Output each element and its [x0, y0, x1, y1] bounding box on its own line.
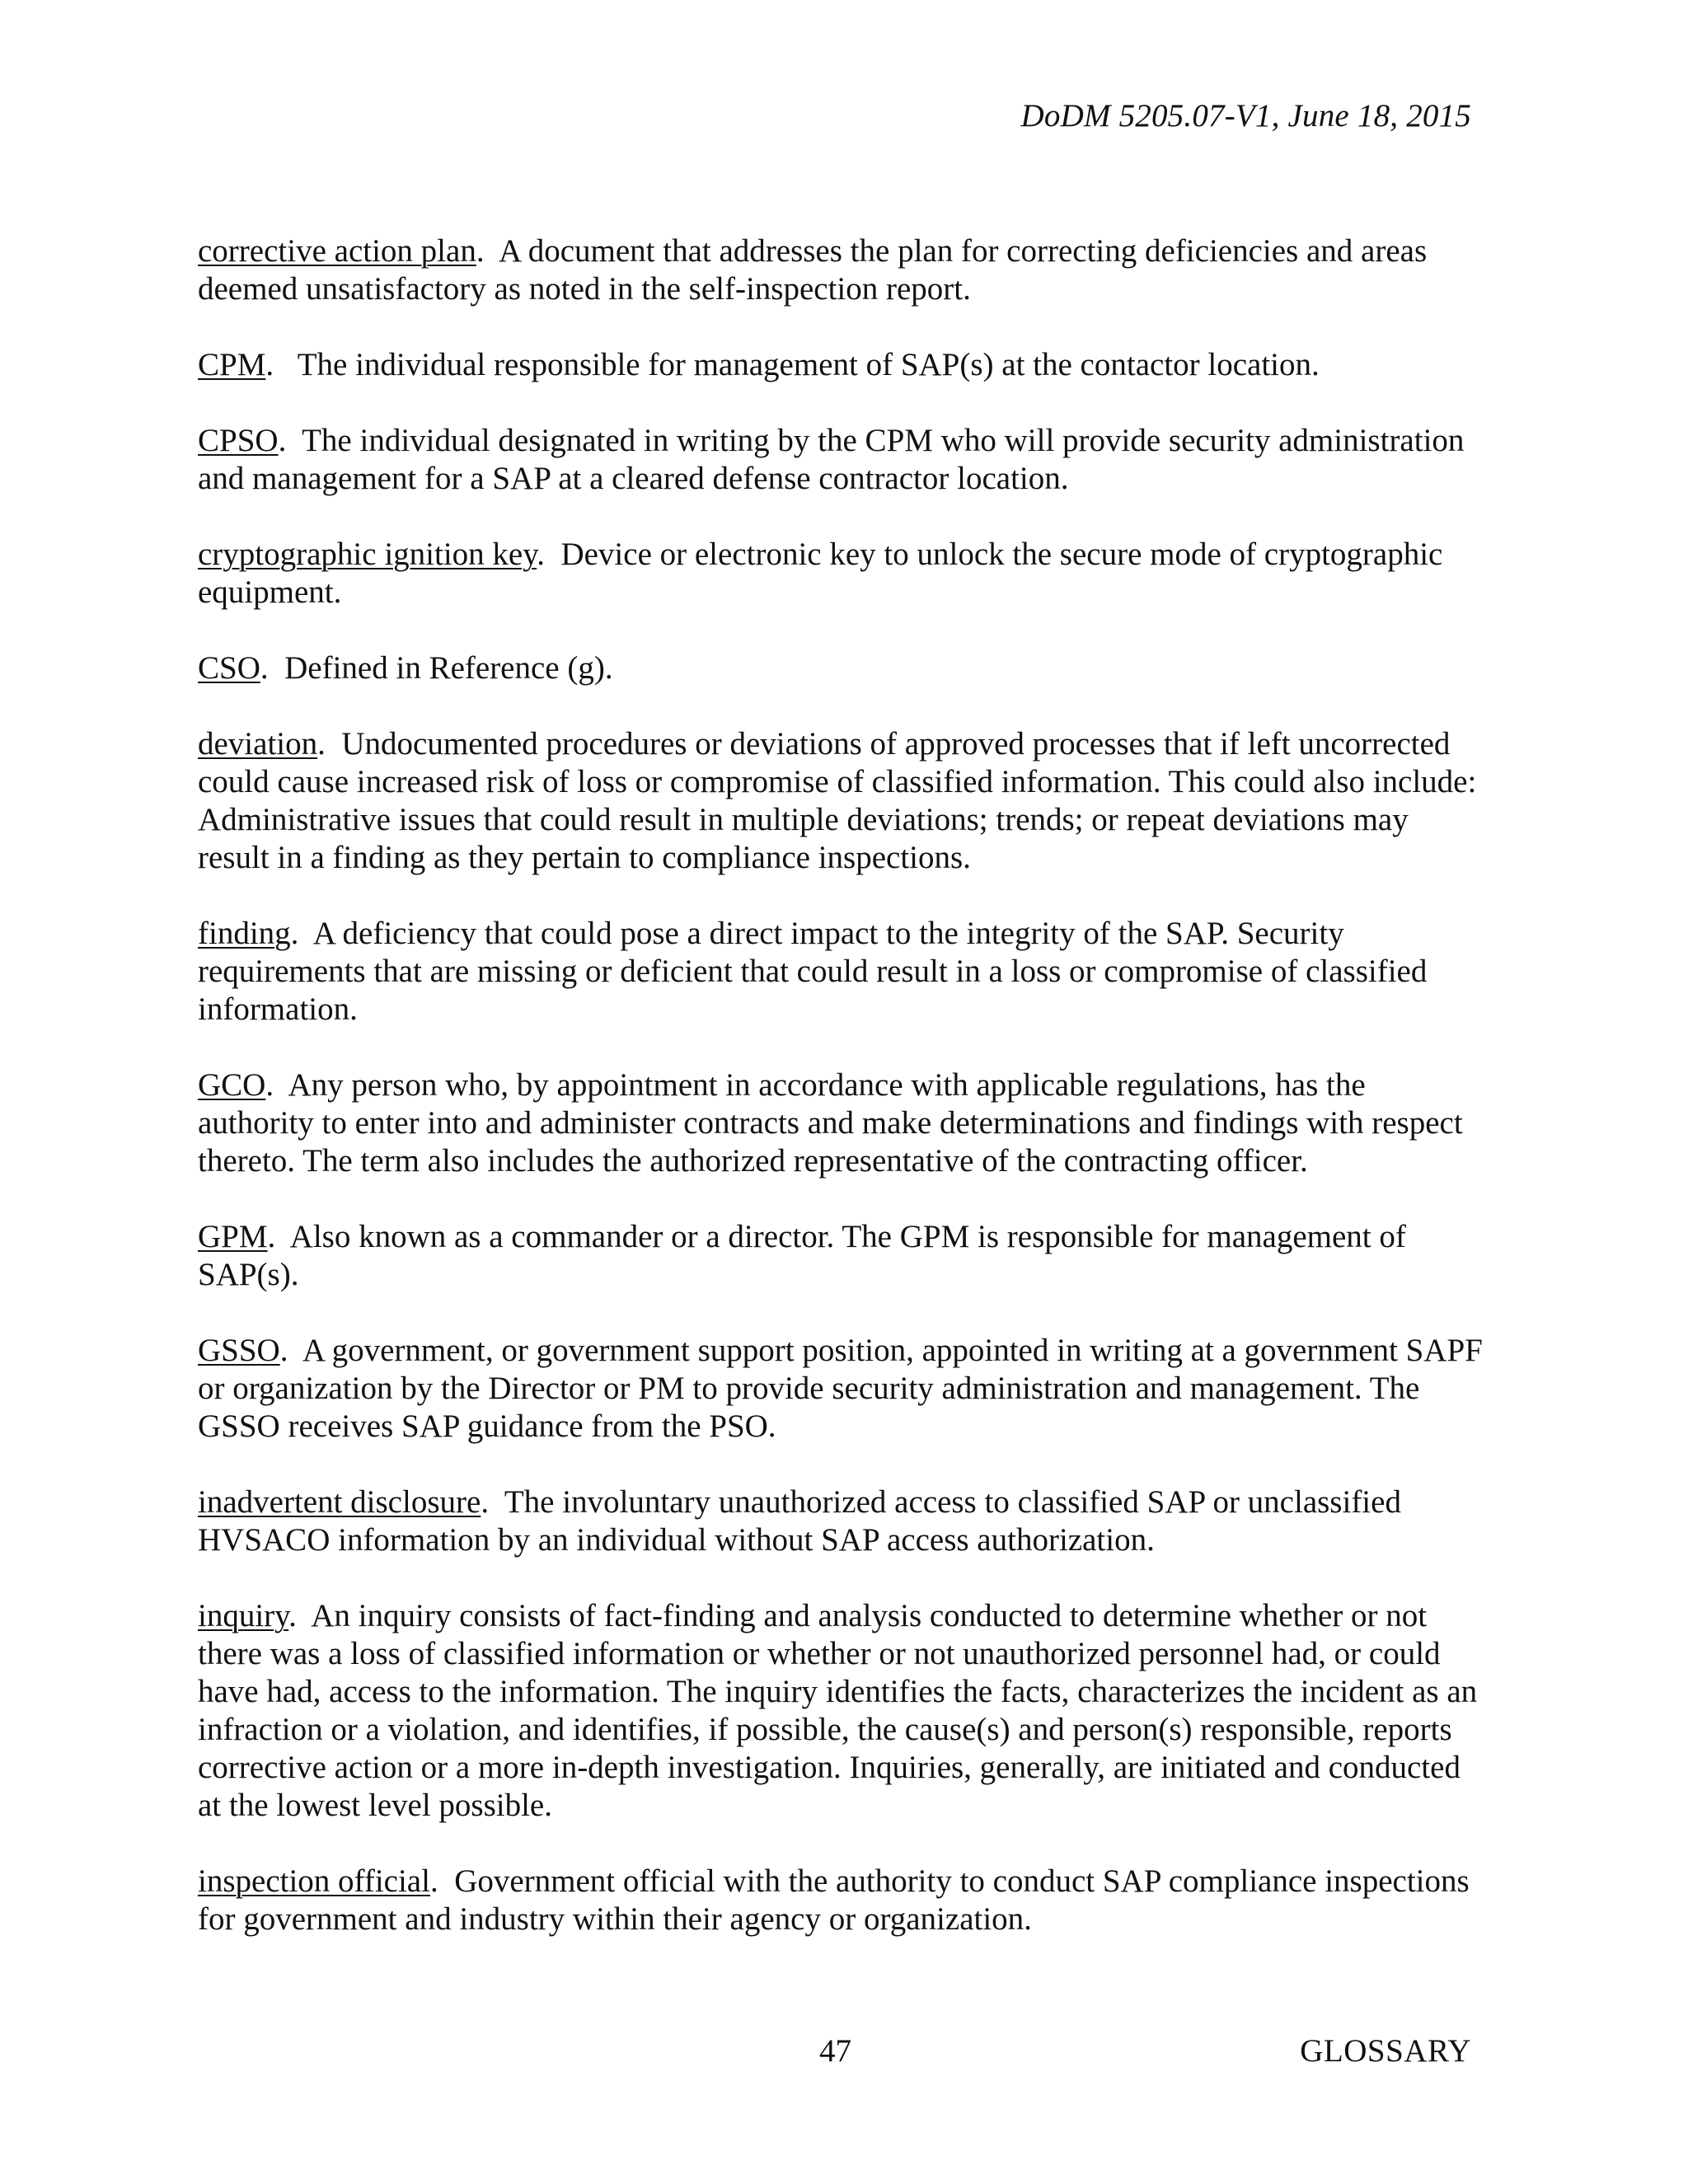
glossary-definition: Undocumented procedures or deviations of approved processes that if left uncorrected could cause increased risk of loss or compromise of classified information. This could also include: Administrative issues that could result in multiple deviations; trends; or repeat deviations may result in a finding as they pertain to compliance inspections. — [198, 726, 1477, 875]
glossary-term: CPM — [198, 347, 266, 382]
glossary-entry: inspection official. Government official with the authority to conduct SAP compliance inspections for government and industry within their agency or organization. — [198, 1863, 1470, 1937]
page-number: 47 — [819, 2033, 851, 2069]
glossary-entry: cryptographic ignition key. Device or electronic key to unlock the secure mode of cryptographic equipment. — [198, 537, 1443, 610]
glossary-definition: A government, or government support position, appointed in writing at a government SAPF or organization by the Director or PM to provide security administration and management. The GSSO receives SAP guidance from the PSO. — [198, 1333, 1483, 1444]
glossary-term: corrective action plan — [198, 233, 476, 269]
glossary-entry: GSSO. A government, or government support position, appointed in writing at a government SAPF or organization by the Director or PM to provide security administration and management. The GSSO receives SAP guidance from the PSO. — [198, 1333, 1483, 1444]
glossary-entry: inquiry. An inquiry consists of fact-finding and analysis conducted to determine whether or not there was a loss of classified information or whether or not unauthorized personnel had, or could have had, access to the information. The inquiry identifies the facts, characterizes the incident as an infraction or a violation, and identifies, if possible, the cause(s) and person(s) responsible, reports corrective action or a more in-depth investigation. Inquiries, generally, are initiated and conducted at the lowest level possible. — [198, 1598, 1478, 1823]
glossary-term: inspection official — [198, 1863, 430, 1899]
glossary-entry: deviation. Undocumented procedures or deviations of approved processes that if left uncorrected could cause increased risk of loss or compromise of classified information. This could also include: Administrative issues that could result in multiple deviations; trends; or repeat deviations may result in a finding as they pertain to compliance inspections. — [198, 726, 1477, 875]
glossary-term: inquiry — [198, 1598, 289, 1633]
glossary-entry: corrective action plan. A document that addresses the plan for correcting deficiencies and areas deemed unsatisfactory as noted in the self-inspection report. — [198, 233, 1428, 307]
glossary-definition: Device or electronic key to unlock the secure mode of cryptographic equipment. — [198, 537, 1443, 610]
glossary-definition: A deficiency that could pose a direct impact to the integrity of the SAP. Security requirements that are missing or deficient that could result in a loss or compromise of classified information. — [198, 916, 1428, 1027]
glossary-term: finding — [198, 916, 291, 951]
glossary-term: deviation — [198, 726, 318, 762]
section-name: GLOSSARY — [1300, 2033, 1471, 2069]
glossary-entry: finding. A deficiency that could pose a direct impact to the integrity of the SAP. Security requirements that are missing or deficient that could result in a loss or compromise of classified information. — [198, 916, 1428, 1027]
glossary-definition: Government official with the authority to conduct SAP compliance inspections for government and industry within their agency or organization. — [198, 1863, 1470, 1937]
glossary-term: CSO — [198, 650, 260, 686]
glossary-entry: CPSO. The individual designated in writing by the CPM who will provide security administration and management for a SAP at a cleared defense contractor location. — [198, 423, 1465, 496]
glossary-definition: Also known as a commander or a director. The GPM is responsible for management of SAP(s). — [198, 1219, 1406, 1292]
glossary-term: inadvertent disclosure — [198, 1484, 481, 1520]
glossary-definition: The involuntary unauthorized access to classified SAP or unclassified HVSACO information by an individual without SAP access authorization. — [198, 1484, 1401, 1558]
glossary-definition: An inquiry consists of fact-finding and analysis conducted to determine whether or not there was a loss of classified information or whether or not unauthorized personnel had, or could have had, access to the information. The inquiry identifies the facts, characterizes the incident as an infraction or a violation, and identifies, if possible, the cause(s) and person(s) responsible, reports corrective action or a more in-depth investigation. Inquiries, generally, are initiated and conducted at the lowest level possible. — [198, 1598, 1478, 1823]
glossary-term: GSSO — [198, 1333, 280, 1368]
glossary-definition: The individual responsible for management of SAP(s) at the contactor location. — [297, 347, 1320, 382]
glossary-entry: CPM. The individual responsible for management of SAP(s) at the contactor location. — [198, 347, 1320, 382]
document-reference-header: DoDM 5205.07-V1, June 18, 2015 — [1020, 98, 1471, 134]
glossary-definition: A document that addresses the plan for correcting deficiencies and areas deemed unsatisfactory as noted in the self-inspection report. — [198, 233, 1428, 307]
glossary-definition: Any person who, by appointment in accordance with applicable regulations, has the authority to enter into and administer contracts and make determinations and findings with respect thereto. The term also includes the authorized representative of the contracting officer. — [198, 1067, 1463, 1179]
glossary-entry: GPM. Also known as a commander or a director. The GPM is responsible for management of SAP(s). — [198, 1219, 1406, 1292]
glossary-term: cryptographic ignition key — [198, 537, 537, 572]
glossary-term: GPM — [198, 1219, 268, 1254]
glossary-definition: Defined in Reference (g). — [284, 650, 613, 686]
glossary-term: CPSO — [198, 423, 279, 458]
glossary-term: GCO — [198, 1067, 266, 1103]
glossary-definition: The individual designated in writing by the CPM who will provide security administration and management for a SAP at a cleared defense contractor location. — [198, 423, 1465, 496]
glossary-entry: CSO. Defined in Reference (g). — [198, 650, 613, 686]
glossary-entry: inadvertent disclosure. The involuntary unauthorized access to classified SAP or unclassified HVSACO information by an individual without SAP access authorization. — [198, 1484, 1401, 1558]
glossary-entry: GCO. Any person who, by appointment in accordance with applicable regulations, has the authority to enter into and administer contracts and make determinations and findings with respect thereto. The term also includes the authorized representative of the contracting officer. — [198, 1067, 1463, 1179]
glossary-entries — [198, 232, 1484, 1976]
